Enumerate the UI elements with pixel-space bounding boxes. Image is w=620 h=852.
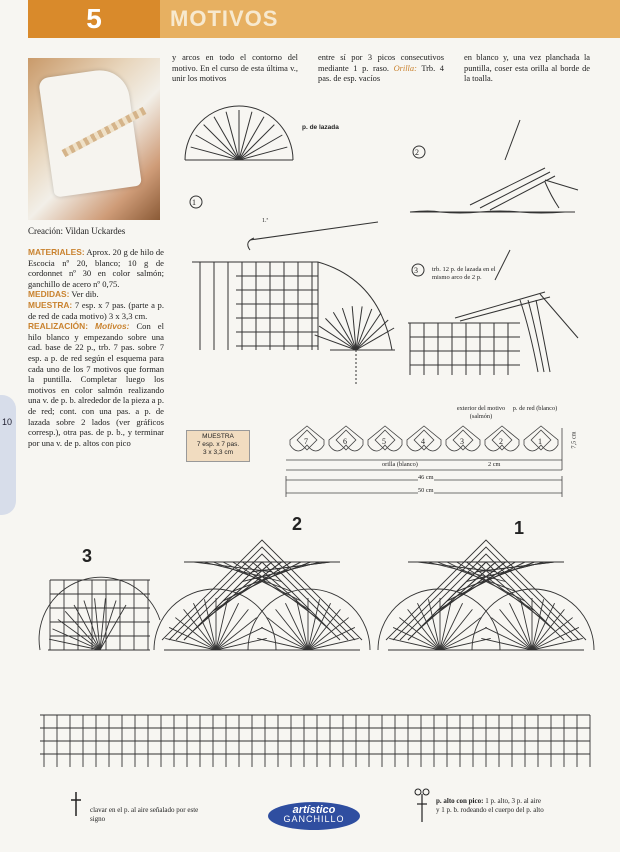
step2-number: 2	[415, 148, 419, 157]
dim-7-5cm: 7,5 cm	[570, 431, 578, 449]
materiales-text: Aprox. 20 g de hilo de Escocia nº 20, blanco; 10 g de cordonnet nº 30 en color salmón; ganchillo de acero nº 0,75.	[28, 247, 164, 289]
strip-motif-number: 3	[460, 437, 464, 446]
chart-motif-2-number: 2	[292, 514, 303, 534]
text-column-1: y arcos en todo el contorno del motivo. En el curso de esta última v., unir los motivos	[172, 53, 298, 84]
trb12-label: trb. 12 p. de lazada en el mismo arco de 2 p.	[432, 266, 496, 281]
page-number: 10	[2, 417, 13, 427]
muestra-box-line2: 7 esp. x 7 pas.	[196, 441, 240, 448]
muestra-text: 7 esp. x 7 pas. (parte a p. de red de cada motivo) 3 x 3,3 cm.	[28, 299, 165, 321]
strip-motif-number: 2	[499, 437, 503, 446]
orilla-label: orilla (blanco)	[382, 461, 418, 468]
muestra-box-title: MUESTRA	[202, 433, 234, 440]
strip-motif-number: 1	[538, 437, 542, 446]
chart-motif-1-number: 1	[514, 518, 525, 538]
strip-motif-number: 5	[382, 437, 386, 446]
text-column-2a: entre sí por 3 picos consecutivos mediante 1 p. raso.	[318, 53, 444, 73]
orilla-heading: Orilla:	[393, 63, 417, 73]
strip-motif-number: 7	[304, 437, 308, 446]
dim-2cm: 2 cm	[488, 461, 501, 468]
medidas-heading: MEDIDAS:	[28, 289, 70, 300]
picot-stitch-note	[436, 797, 546, 815]
lazada-label: p. de lazada	[302, 124, 339, 131]
picot-stitch-text: 1 p. alto, 3 p. al aire y 1 p. b. rodeando el cuerpo del p. alto	[436, 797, 544, 814]
motivos-heading: Motivos:	[95, 321, 130, 332]
photo-credit: Creación: Vildan Uckardes	[28, 226, 126, 236]
chart-motif-3-number: 3	[82, 546, 93, 566]
insert-symbol-note: clavar en el p. al aire señalado por este signo	[90, 806, 199, 823]
medidas-text: Ver dib.	[71, 289, 99, 300]
dim-50cm: 50 cm	[418, 487, 434, 494]
materiales-heading: MATERIALES:	[28, 247, 85, 257]
logo-line-2: GANCHILLO	[283, 814, 345, 824]
dim-46cm: 46 cm	[418, 474, 434, 481]
strip-motif-number: 6	[343, 437, 347, 446]
exterior-label: exterior del motivo (salmón)	[456, 405, 506, 420]
realizacion-text: Con el hilo blanco y empezando sobre una cad. base de 22 p., trb. 7 pas. sobre 7 esp. a p. de red según el esquema para cada uno de los 7 motivos que forman la puntilla. Completar luego los motivos en color salmón realizando una v. de p. b. alrededor de la pieza a p. de red; cont. con una pas. a p. de lazada sobre 2 lados (ver gráficos corresp.), otra pas. de p. b., y terminar por una v. de p. altos con pico	[28, 321, 164, 448]
p-red-label: p. de red (blanco)	[512, 405, 558, 412]
text-column-2b: Trb. 4 pas. de esp. vacíos	[318, 63, 444, 84]
picot-stitch-icon	[408, 786, 438, 826]
pattern-number: 5	[28, 0, 160, 38]
step1-number: 1	[192, 198, 196, 207]
picot-stitch-heading: p. alto con pico:	[436, 797, 484, 805]
logo-line-1: artístico	[292, 804, 336, 816]
first-stitch-label: 1.ª	[262, 218, 269, 224]
insert-symbol-icon	[66, 790, 86, 820]
magazine-logo	[268, 802, 360, 830]
step3-number: 3	[414, 266, 418, 275]
muestra-box-line3: 3 x 3,3 cm	[203, 449, 233, 456]
text-column-3: en blanco y, una vez planchada la puntilla, coser esta orilla al borde de la toalla.	[464, 53, 590, 84]
muestra-heading: MUESTRA:	[28, 299, 73, 310]
realizacion-heading: REALIZACIÓN:	[28, 321, 89, 332]
page-title: MOTIVOS	[170, 6, 279, 31]
strip-motif-number: 4	[421, 437, 425, 446]
